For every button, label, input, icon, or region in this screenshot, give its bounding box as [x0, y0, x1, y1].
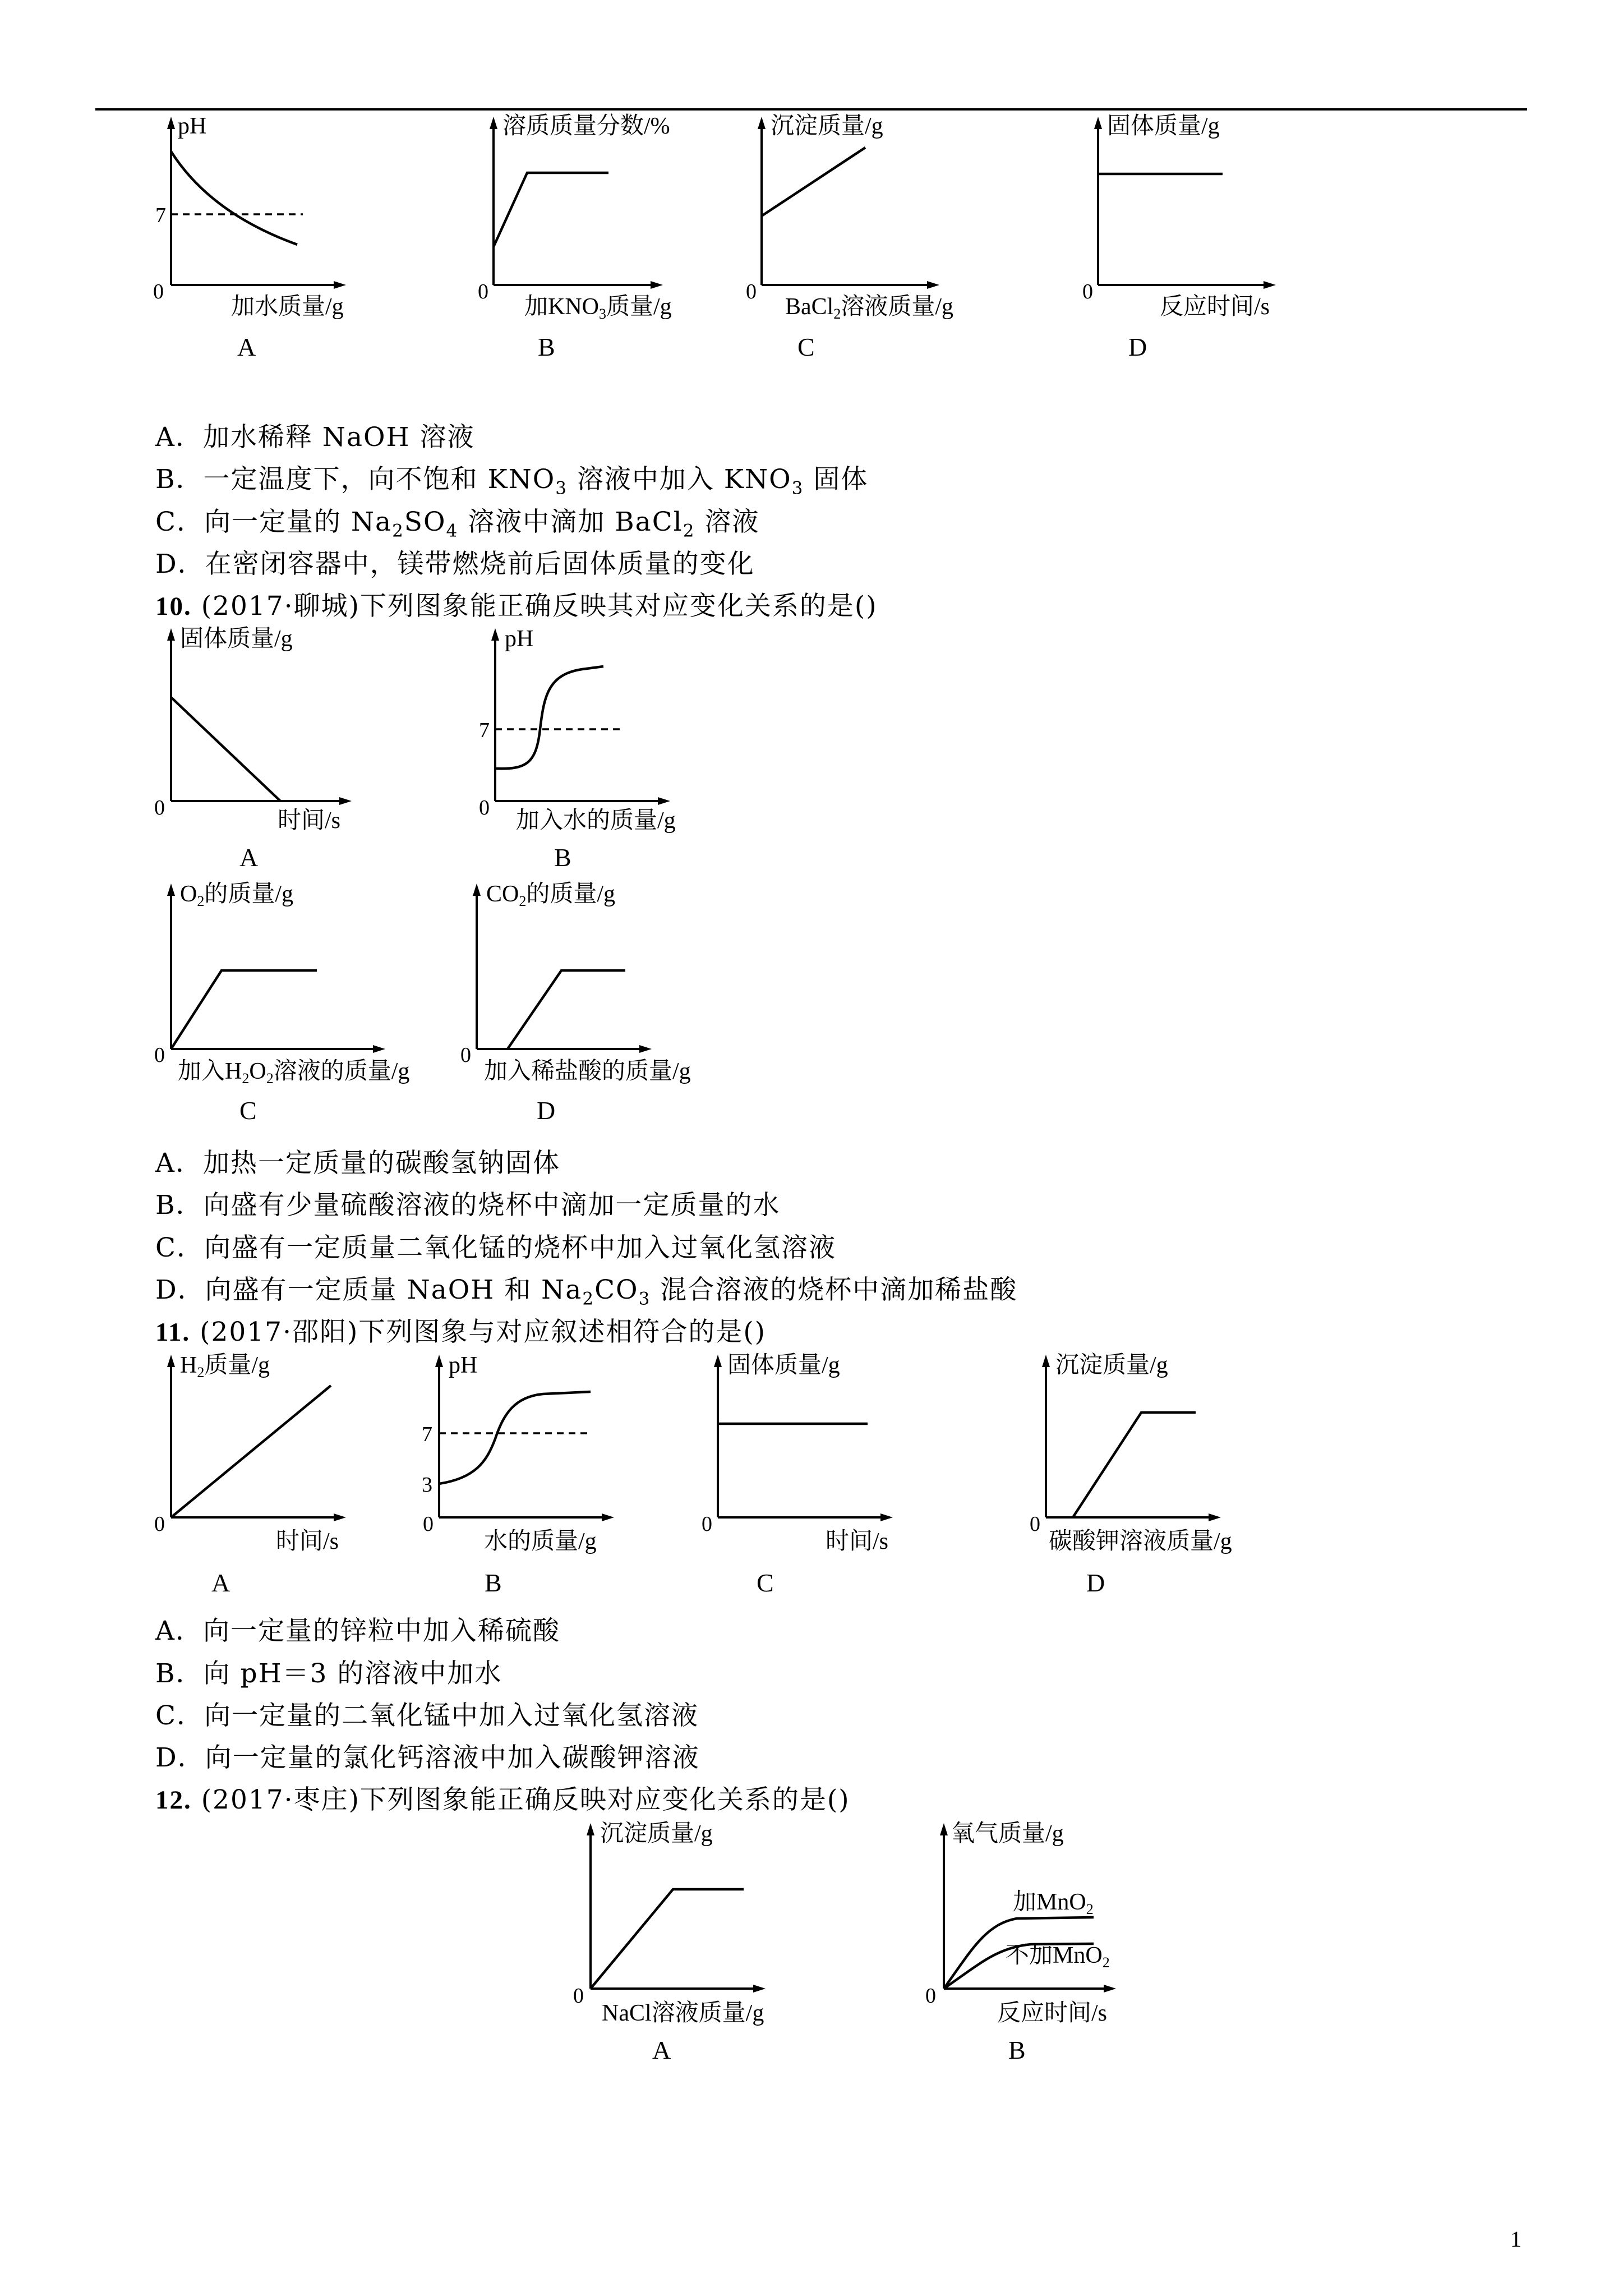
x-axis-arrow [373, 1045, 385, 1053]
origin-label: 0 [154, 796, 165, 820]
y-axis-label: pH [505, 626, 534, 652]
q11-stem: 11. (2017·邵阳)下列图象与对应叙述相符合的是() [155, 1317, 767, 1347]
y-axis-label: 固体质量/g [727, 1352, 840, 1378]
y-axis-label: 固体质量/g [1107, 113, 1220, 139]
y-axis-label: 沉淀质量/g [771, 113, 883, 139]
q9-chart-b [471, 112, 684, 325]
y-axis-label: 沉淀质量/g [600, 1821, 713, 1847]
q11-chart-c [693, 1349, 917, 1562]
q10-chart-d-letter: D [537, 1096, 556, 1125]
page-number: 1 [1510, 2226, 1521, 2252]
curve-label-without-mno2: 不加MnO2 [1006, 1943, 1110, 1971]
q9-option-b: B．一定温度下，向不饱和 $KNO_3$ 溶液中加入 $KNO_3$ 固体 [155, 464, 869, 499]
q12-chart-a-letter: A [652, 2036, 671, 2064]
data-curve [508, 970, 625, 1049]
y-axis-label: pH [449, 1352, 478, 1378]
data-curve [171, 1386, 331, 1517]
q11-chart-a-letter: A [211, 1568, 230, 1597]
q10-chart-b [470, 623, 694, 836]
q9-chart-d-letter: D [1128, 333, 1147, 361]
origin-label: 0 [1082, 280, 1093, 303]
origin-label: 0 [746, 280, 757, 303]
origin-label: 0 [154, 1043, 165, 1067]
origin-label: 0 [478, 280, 488, 303]
q11-chart-c-letter: C [757, 1568, 774, 1597]
y-axis-arrow [758, 117, 766, 129]
origin-label: 0 [479, 796, 490, 820]
data-curve [495, 666, 603, 769]
q12-stem: 12. (2017·枣庄)下列图象能正确反映对应变化关系的是() [155, 1784, 850, 1815]
x-axis-arrow [339, 797, 352, 805]
y-axis-label: 沉淀质量/g [1055, 1352, 1168, 1378]
y-axis-label: pH [178, 113, 207, 139]
origin-label: 0 [925, 1984, 936, 2008]
data-curve [439, 1392, 591, 1484]
y-axis-label: 溶质质量分数/% [502, 113, 670, 139]
origin-label: 0 [423, 1512, 434, 1536]
q10-chart-c [143, 878, 423, 1091]
q10-chart-c-letter: C [239, 1096, 257, 1125]
x-axis-label: 反应时间/s [1160, 294, 1270, 320]
q10-option-b: B．向盛有少量硫酸溶液的烧杯中滴加一定质量的水 [155, 1190, 781, 1221]
y-axis-arrow [491, 628, 499, 641]
x-axis-arrow [753, 1985, 766, 1993]
origin-label: 0 [460, 1043, 471, 1067]
q11-option-b: B．向 pH＝3 的溶液中加水 [155, 1658, 502, 1689]
q9-chart-b-letter: B [538, 333, 555, 361]
q10-chart-a-letter: A [239, 843, 259, 872]
q10-option-a: A．加热一定质量的碳酸氢钠固体 [155, 1148, 560, 1179]
q9-option-d: D．在密闭容器中，镁带燃烧前后固体质量的变化 [155, 549, 755, 579]
tick-7: 7 [422, 1423, 432, 1446]
q10-chart-b-letter: B [554, 843, 571, 872]
q11-option-c: C．向一定量的二氧化锰中加入过氧化氢溶液 [155, 1700, 699, 1731]
origin-label: 0 [153, 280, 164, 303]
y-axis-label: O2的质量/g [180, 881, 294, 909]
q11-chart-b [414, 1349, 638, 1562]
q10-option-c: C．向盛有一定质量二氧化锰的烧杯中加入过氧化氢溶液 [155, 1232, 836, 1263]
tick-7: 7 [479, 719, 490, 742]
x-axis-arrow [1104, 1985, 1116, 1993]
y-axis-label: 固体质量/g [180, 626, 293, 652]
origin-label: 0 [1030, 1512, 1040, 1536]
x-axis-arrow [602, 1513, 614, 1521]
q10-stem: 10. (2017·聊城)下列图象能正确反映其对应变化关系的是() [155, 591, 878, 622]
data-curve [762, 148, 865, 216]
data-curve [1073, 1412, 1196, 1517]
y-axis-arrow [1042, 1355, 1050, 1367]
x-axis-label: BaCl2溶液质量/g [785, 294, 954, 322]
header-rule [95, 108, 1527, 111]
y-axis-arrow [167, 117, 175, 129]
q11-chart-d [1021, 1349, 1256, 1562]
x-axis-label: 加入稀盐酸的质量/g [484, 1059, 691, 1084]
y-axis-arrow [167, 628, 175, 641]
y-axis-arrow [490, 117, 497, 129]
data-curve [171, 697, 280, 801]
x-axis-label: 碳酸钾溶液质量/g [1049, 1529, 1232, 1554]
y-axis-arrow [473, 884, 481, 896]
x-axis-label: 水的质量/g [484, 1529, 597, 1554]
y-axis-arrow [167, 1355, 175, 1367]
x-axis-arrow [880, 1513, 893, 1521]
x-axis-arrow [927, 281, 939, 289]
x-axis-arrow [1264, 281, 1276, 289]
x-axis-arrow [334, 1513, 346, 1521]
x-axis-arrow [1209, 1513, 1221, 1521]
q9-chart-c [739, 112, 975, 325]
q12-chart-b-letter: B [1008, 2036, 1026, 2064]
x-axis-label: 加入水的质量/g [516, 808, 676, 834]
y-axis-label: 氧气质量/g [951, 1821, 1064, 1847]
origin-label: 0 [573, 1984, 584, 2008]
q11-option-d: D．向一定量的氯化钙溶液中加入碳酸钾溶液 [155, 1742, 700, 1773]
q11-chart-d-letter: D [1086, 1568, 1105, 1597]
x-axis-label: 加水质量/g [231, 294, 344, 320]
q12-chart-b [919, 1818, 1143, 2031]
x-axis-label: 时间/s [278, 808, 341, 834]
x-axis-arrow [658, 797, 670, 805]
q10-chart-d [451, 878, 704, 1091]
y-axis-arrow [587, 1823, 594, 1835]
x-axis-label: NaCl溶液质量/g [602, 2000, 764, 2026]
x-axis-label: 时间/s [826, 1529, 889, 1554]
origin-label: 0 [702, 1512, 712, 1536]
x-axis-arrow [651, 281, 663, 289]
tick-7: 7 [155, 204, 166, 227]
q9-chart-a [143, 112, 356, 325]
q9-chart-a-letter: A [237, 333, 256, 361]
q11-option-a: A．向一定量的锌粒中加入稀硫酸 [155, 1616, 560, 1646]
y-axis-arrow [940, 1823, 948, 1835]
tick-3: 3 [422, 1473, 432, 1497]
x-axis-label: 反应时间/s [997, 2000, 1108, 2026]
y-axis-label: CO2的质量/g [486, 881, 616, 909]
q9-chart-d [1076, 112, 1311, 325]
x-axis-label: 加KNO3质量/g [524, 294, 672, 322]
q10-option-d: D．向盛有一定质量 NaOH 和 $Na_2CO_3$ 混合溶液的烧杯中滴加稀盐酸 [155, 1274, 1018, 1309]
x-axis-label: 时间/s [276, 1529, 339, 1554]
y-axis-arrow [167, 884, 175, 896]
data-curve [171, 151, 297, 245]
data-curve [171, 970, 317, 1049]
y-axis-label: H2质量/g [180, 1352, 270, 1381]
q9-option-a: A．加水稀释 NaOH 溶液 [155, 422, 475, 453]
x-axis-arrow [334, 281, 346, 289]
q9-option-c: C．向一定量的 $Na_2SO_4$ 溶液中滴加 BaCl$_2$ 溶液 [155, 507, 760, 541]
q11-chart-b-letter: B [485, 1568, 502, 1597]
data-curve [494, 173, 608, 247]
x-axis-label: 加入H2O2溶液的质量/g [178, 1059, 410, 1087]
y-axis-arrow [714, 1355, 722, 1367]
curve-label-with-mno2: 加MnO2 [1013, 1889, 1094, 1917]
x-axis-arrow [639, 1045, 652, 1053]
q11-chart-a [143, 1349, 367, 1562]
y-axis-arrow [1094, 117, 1102, 129]
y-axis-arrow [435, 1355, 443, 1367]
q9-chart-c-letter: C [797, 333, 815, 361]
origin-label: 0 [154, 1512, 165, 1536]
data-curve [591, 1889, 744, 1989]
q12-chart-a [565, 1818, 801, 2031]
q10-chart-a [143, 623, 367, 836]
